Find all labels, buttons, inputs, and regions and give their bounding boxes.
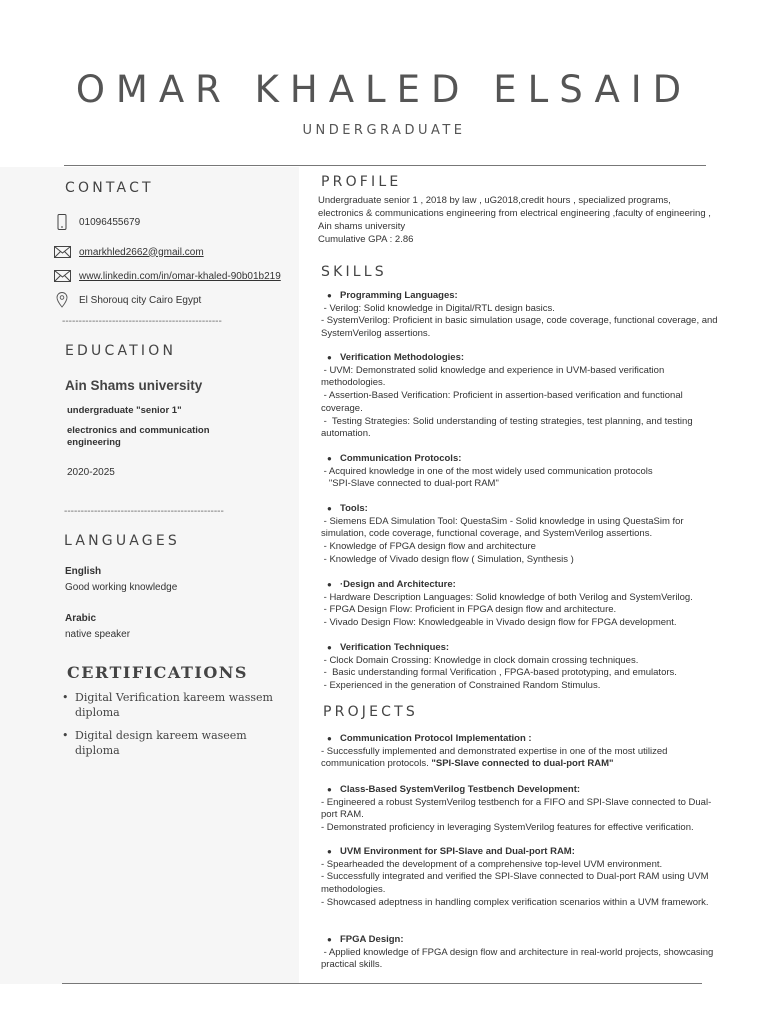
skill-line: - FPGA Design Flow: Proficient in FPGA design flow and architecture.	[321, 604, 617, 616]
skill-group-title: Tools:	[340, 503, 368, 514]
profile-heading: PROFILE	[321, 174, 402, 190]
contact-email[interactable]	[52, 243, 297, 261]
languages-heading: LANGUAGES	[64, 533, 180, 549]
skill-line: - Clock Domain Crossing: Knowledge in clock domain crossing techniques.	[321, 654, 639, 666]
project-text: - Successfully implemented and demonstrated expertise in one of the most utilized communication protocols.	[321, 745, 671, 770]
address-text: El Shorouq city Cairo Egypt	[79, 294, 202, 306]
certification-item: • Digital Verification kareem wassem diploma	[62, 690, 292, 720]
skill-line: - Knowledge of FPGA design flow and architecture	[321, 541, 536, 553]
project-item: ● Class-Based SystemVerilog Testbench Development: - Engineered a robust SystemVerilog testbench for a FIFO and SPI-Slave connected to Dual-port RAM. - Demonstrated proficiency in leveraging SystemVerilog features for effective verification.	[321, 784, 721, 835]
skill-group-title: ·Design and Architecture:	[340, 579, 456, 590]
skill-group-title: Verification Techniques:	[340, 642, 450, 653]
email-link[interactable]: omarkhled2662@gmail.com	[79, 246, 204, 258]
language-name: English	[65, 566, 102, 577]
project-line: - Applied knowledge of FPGA design flow and architecture in real-world projects, showcasing practical skills.	[321, 946, 716, 971]
skill-line: - UVM: Demonstrated solid knowledge and experience in UVM-based verification methodologies.	[321, 364, 667, 389]
certification-item: • Digital design kareem waseem diploma	[62, 728, 292, 758]
certifications-heading: CERTIFICATIONS	[67, 663, 248, 682]
profile-text: Undergraduate senior 1 , 2018 by law , uG2018,credit hours , specialized programs, electronics & communications engineering from electrical engineering ,faculty of engineering , Ain shams university	[318, 195, 711, 232]
skill-group: ● Verification Methodologies: - UVM: Demonstrated solid knowledge and experience in UVM-based verification methodologies. - Assertion-Based Verification: Proficient in assertion-based verification and functional coverage. - Testing Strategies: Solid understanding of testing strategies, test planning, and testing automation.	[321, 352, 721, 441]
skill-line: - Testing Strategies: Solid understanding of testing strategies, test planning, and testing automation.	[321, 415, 696, 440]
location-pin-icon	[52, 291, 72, 309]
phone-icon	[52, 213, 72, 231]
bottom-divider	[62, 983, 702, 984]
education-level: undergraduate "senior 1"	[67, 405, 182, 416]
skill-group-title: Verification Methodologies:	[340, 352, 465, 363]
candidate-title: UNDERGRADUATE	[302, 123, 466, 138]
skill-line: - SystemVerilog: Proficient in basic simulation usage, code coverage, functional coverage, and SystemVerilog assertions.	[321, 315, 721, 340]
skill-group: ● Communication Protocols: - Acquired knowledge in one of the most widely used communication protocols "SPI-Slave connected to dual-port RAM"	[321, 453, 721, 491]
skill-group-title: Communication Protocols:	[340, 453, 462, 464]
envelope-icon	[52, 267, 72, 285]
profile-summary	[318, 194, 718, 246]
skill-line: - Siemens EDA Simulation Tool: QuestaSim - Solid knowledge in using QuestaSim for simulation, code coverage, functional coverage, and SystemVerilog assertions.	[321, 515, 687, 540]
contact-heading: CONTACT	[65, 180, 154, 196]
skill-line: - Basic understanding formal Verification , FPGA-based prototyping, and emulators.	[321, 667, 677, 679]
education-heading: EDUCATION	[65, 343, 177, 359]
project-highlight: "SPI-Slave connected to dual-port RAM"	[431, 758, 614, 770]
skill-line: - Experienced in the generation of Constrained Random Stimulus.	[321, 680, 601, 692]
education-major: electronics and communication engineering	[67, 425, 210, 448]
project-title: Communication Protocol Implementation :	[340, 733, 532, 744]
project-title: UVM Environment for SPI-Slave and Dual-port RAM:	[340, 846, 575, 857]
skill-line: - Knowledge of Vivado design flow ( Simulation, Synthesis )	[321, 553, 574, 565]
skill-group: ● Programming Languages: - Verilog: Solid knowledge in Digital/RTL design basics. - SystemVerilog: Proficient in basic simulation usage, code coverage, functional coverage, and SystemVerilog assertions.	[321, 290, 721, 340]
skill-group: ● ·Design and Architecture: - Hardware Description Languages: Solid knowledge of both Verilog and SystemVerilog. - FPGA Design Flow: Proficient in FPGA design flow and architecture. - Vivado Design Flow: Knowledgeable in Vivado design flow for FPGA development.	[321, 579, 721, 630]
project-item: ● UVM Environment for SPI-Slave and Dual-port RAM: - Spearheaded the development of a comprehensive top-level UVM environment. - Successfully integrated and verified the SPI-Slave connected to Dual-port RAM using UVM methodologies. - Showcased adeptness in handling complex verification scenarios within a UVM framework.	[321, 846, 721, 910]
project-item: ● Communication Protocol Implementation : - Successfully implemented and demonstrated expertise in one of the most utilized communication protocols. "SPI-Slave connected to dual-port RAM"	[321, 733, 721, 771]
skill-line: - Acquired knowledge in one of the most widely used communication protocols	[321, 465, 653, 477]
project-line: - Successfully integrated and verified the SPI-Slave connected to Dual-port RAM using UVM methodologies.	[321, 871, 712, 896]
project-line	[321, 746, 721, 771]
skill-group: ● Verification Techniques: - Clock Domain Crossing: Knowledge in clock domain crossing techniques. - Basic understanding formal Verification , FPGA-based prototyping, and emulators. - Experienced in the generation of Constrained Random Stimulus.	[321, 642, 721, 693]
project-line: - Spearheaded the development of a comprehensive top-level UVM environment.	[321, 858, 663, 870]
top-divider	[64, 165, 706, 166]
linkedin-link[interactable]: www.linkedin.com/in/omar-khaled-90b01b219	[79, 270, 281, 282]
profile-gpa: Cumulative GPA : 2.86	[318, 234, 414, 245]
project-title: FPGA Design:	[340, 934, 404, 945]
skill-line: - Vivado Design Flow: Knowledgeable in Vivado design flow for FPGA development.	[321, 617, 677, 629]
resume-header	[0, 0, 768, 167]
candidate-name: OMAR KHALED ELSAID	[75, 68, 693, 111]
project-title: Class-Based SystemVerilog Testbench Development:	[340, 784, 581, 795]
project-line: - Showcased adeptness in handling complex verification scenarios within a UVM framework.	[321, 896, 709, 908]
skill-line: - Verilog: Solid knowledge in Digital/RTL design basics.	[321, 302, 555, 314]
contact-phone	[52, 213, 297, 231]
certifications-list	[62, 690, 292, 766]
contact-linkedin[interactable]	[52, 267, 297, 285]
skill-group-title: Programming Languages:	[340, 290, 458, 301]
university-name: Ain Shams university	[65, 378, 203, 393]
contact-address	[52, 291, 297, 309]
skill-line: - Assertion-Based Verification: Proficient in assertion-based verification and functional coverage.	[321, 390, 686, 414]
envelope-icon	[52, 243, 72, 261]
skill-line: "SPI-Slave connected to dual-port RAM"	[321, 478, 499, 490]
project-line: - Engineered a robust SystemVerilog testbench for a FIFO and SPI-Slave connected to Dual-port RAM.	[321, 796, 712, 821]
skill-group: ● Tools: - Siemens EDA Simulation Tool: QuestaSim - Solid knowledge in using QuestaSim for simulation, code coverage, functional coverage, and SystemVerilog assertions. - Knowledge of FPGA design flow and architecture - Knowledge of Vivado design flow ( Simulation, Synthesis )	[321, 503, 721, 567]
skill-line: - Hardware Description Languages: Solid knowledge of both Verilog and SystemVerilog.	[321, 591, 693, 603]
project-line: - Demonstrated proficiency in leveraging SystemVerilog features for effective verification.	[321, 822, 694, 834]
skills-heading: SKILLS	[321, 264, 387, 280]
language-level: Good working knowledge	[65, 582, 178, 593]
divider-dashes: ------------------------------------------------	[62, 316, 222, 327]
left-sidebar	[0, 167, 299, 984]
projects-heading: PROJECTS	[323, 704, 418, 720]
language-name: Arabic	[65, 613, 97, 624]
project-item: ● FPGA Design: - Applied knowledge of FPGA design flow and architecture in real-world projects, showcasing practical skills.	[321, 934, 721, 972]
language-level: native speaker	[65, 629, 131, 640]
phone-number: 01096455679	[79, 216, 141, 228]
education-years: 2020-2025	[67, 467, 115, 478]
divider-dashes: ------------------------------------------------	[64, 506, 224, 517]
